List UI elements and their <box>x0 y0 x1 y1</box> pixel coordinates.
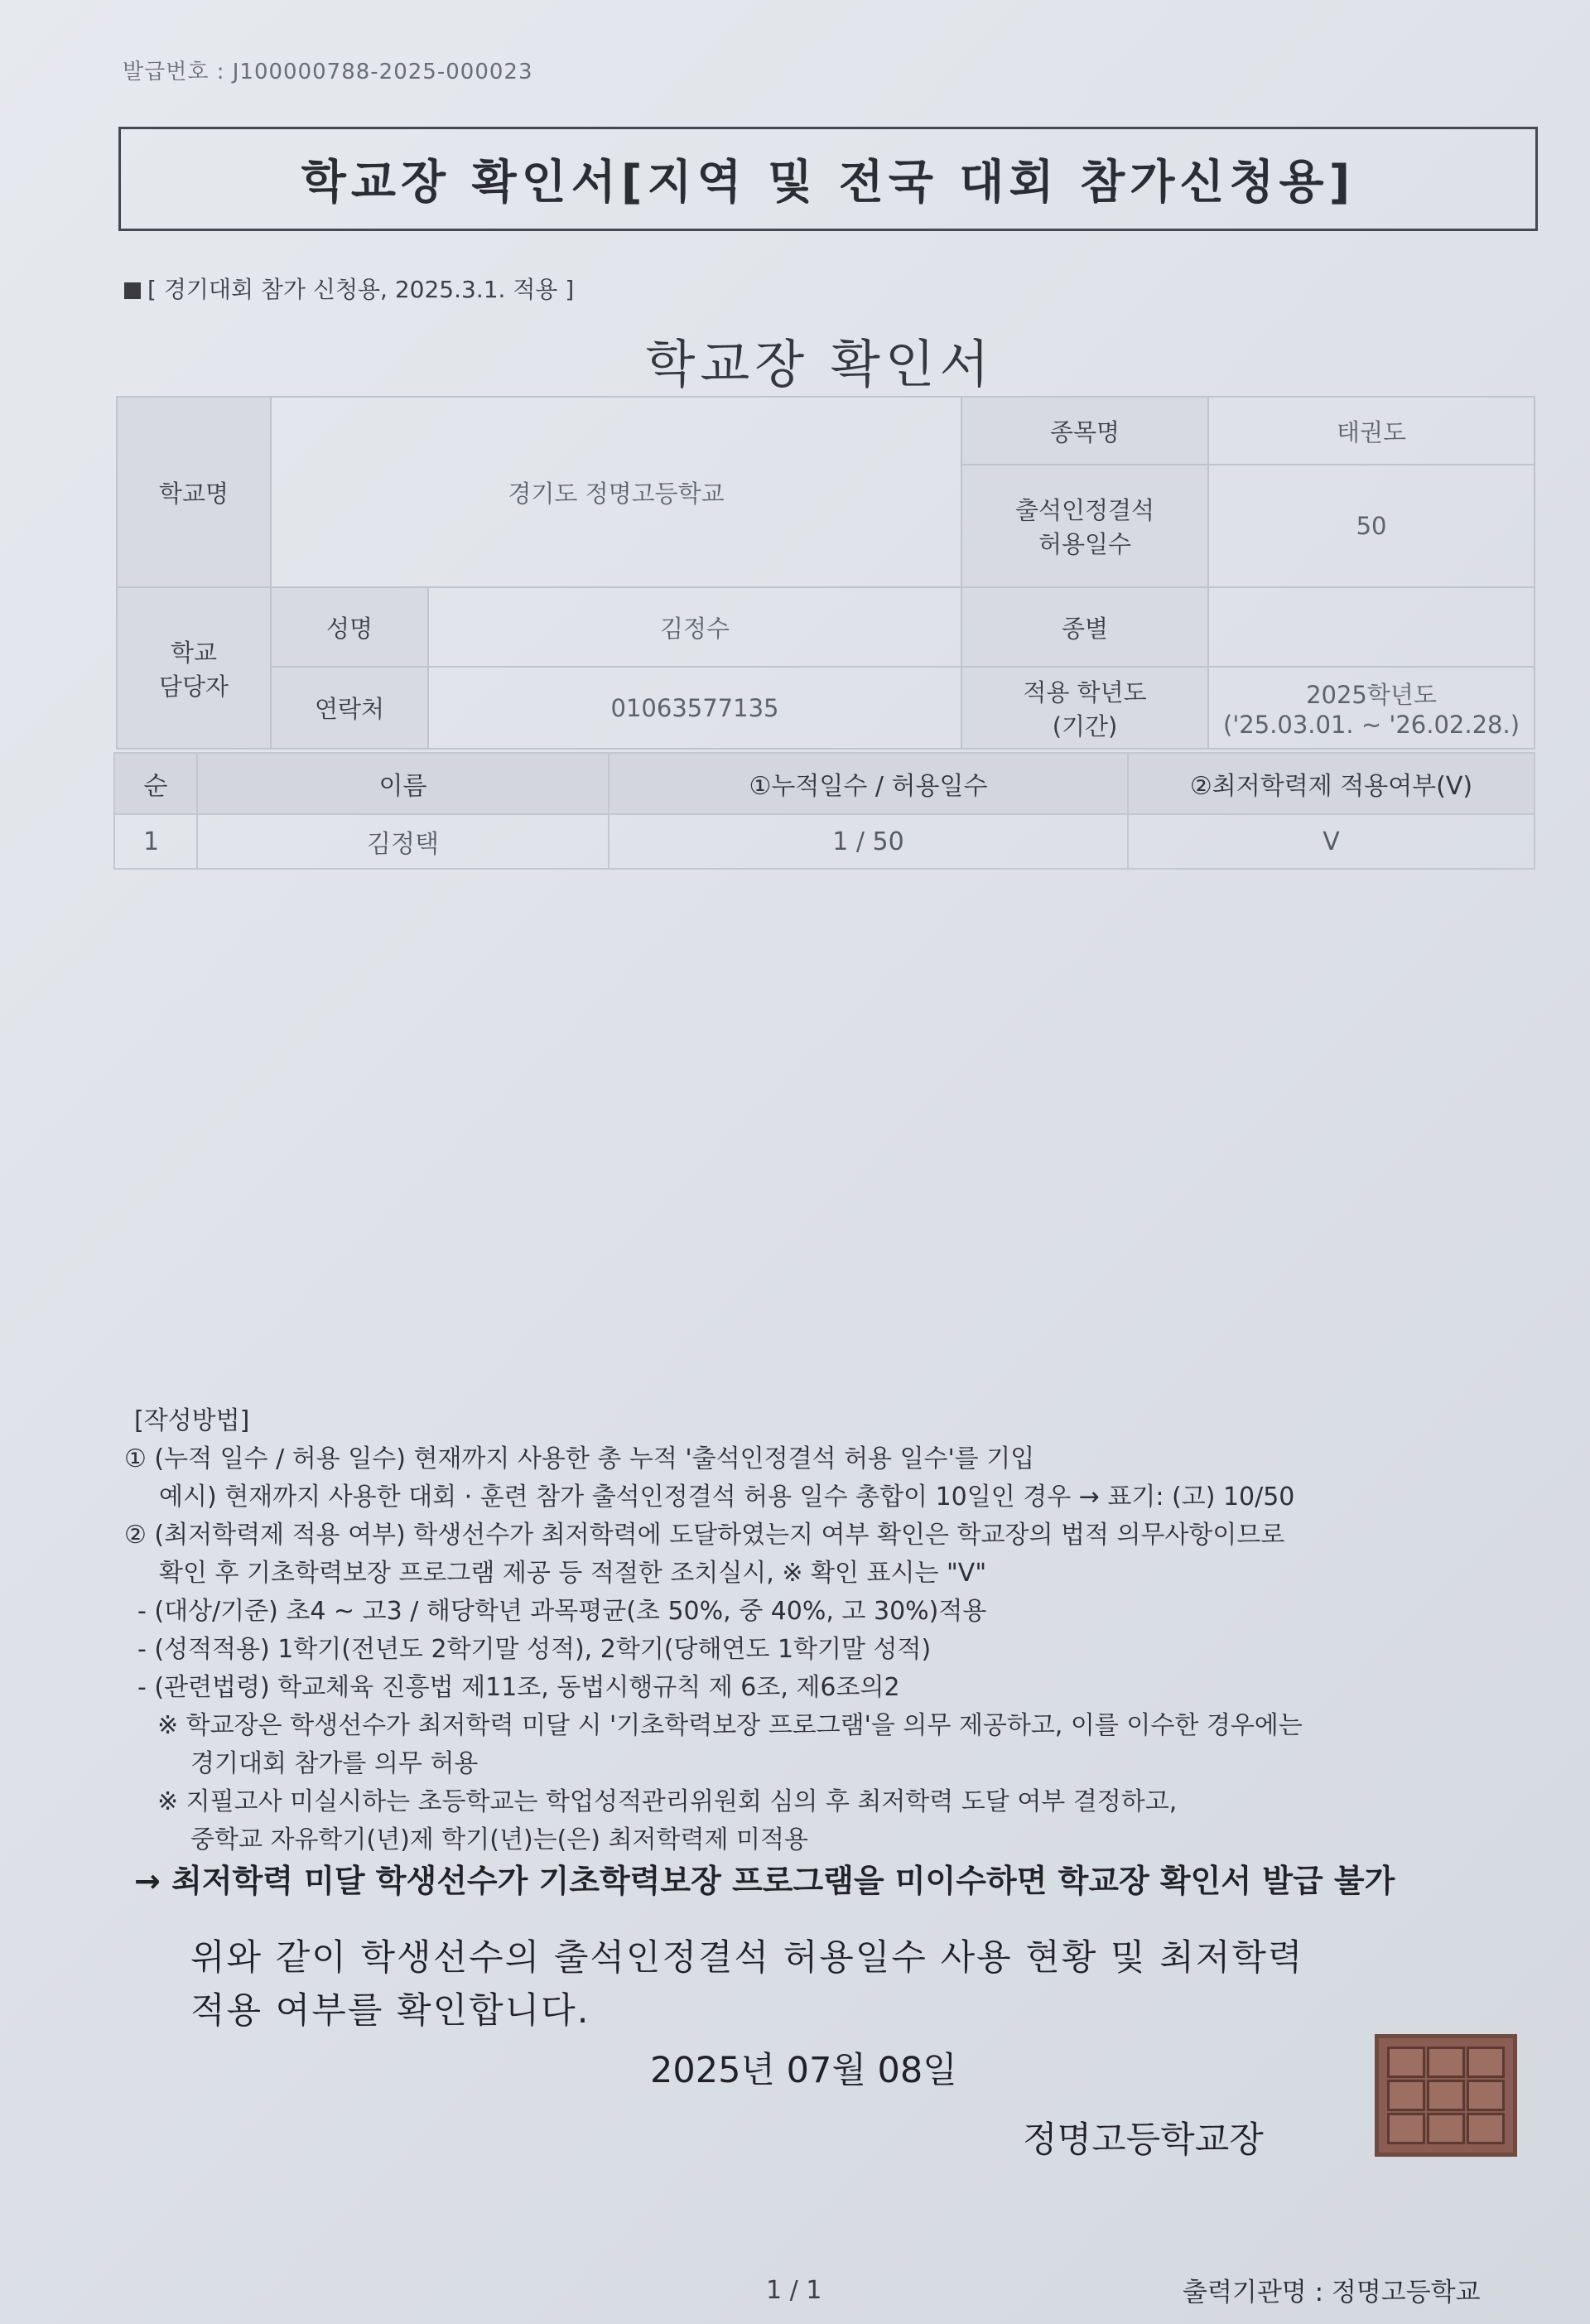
column-header-name: 이름 <box>197 753 609 814</box>
output-organization: 출력기관명 : 정명고등학교 <box>1183 2278 1481 2307</box>
school-year-label <box>961 667 1208 749</box>
school-name-label: 학교명 <box>117 397 271 587</box>
instruction-line: - (대상/기준) 초4 ~ 고3 / 해당학년 과목평균(초 50%, 중 40%, 고 30%)적용 <box>137 1597 987 1626</box>
allowed-days-label-line2: 허용일수 <box>1038 530 1132 558</box>
page-number: 1 / 1 <box>766 2276 822 2305</box>
instruction-line: ※ 지필고사 미실시하는 초등학교는 학업성적관리위원회 심의 후 최저학력 도달 여부 결정하고, <box>157 1787 1178 1816</box>
manager-label <box>117 587 271 749</box>
official-seal-icon <box>1375 2034 1517 2157</box>
column-header-applied: ②최저학력제 적용여부(V) <box>1128 753 1535 814</box>
manager-label-line1: 학교 <box>170 638 218 667</box>
issue-date: 2025년 07월 08일 <box>650 2050 957 2091</box>
event-class-value <box>1208 587 1535 667</box>
school-year-value-line1: 2025학년도 <box>1306 681 1437 709</box>
principal-name: 정명고등학교장 <box>1023 2119 1264 2161</box>
confirmation-text-line2: 적용 여부를 확인합니다. <box>190 1990 590 2032</box>
row-name: 김정택 <box>197 814 609 869</box>
school-year-value <box>1208 667 1535 749</box>
school-year-period: ('25.03.01. ~ '26.02.28.) <box>1223 711 1520 739</box>
school-info-table <box>116 396 1535 750</box>
event-class-label: 종별 <box>961 587 1208 667</box>
main-title: 학교장 확인서[지역 및 전국 대회 참가신청용] <box>118 127 1538 231</box>
square-bullet-icon <box>124 282 141 299</box>
sport-label: 종목명 <box>961 397 1208 465</box>
column-header-days: ①누적일수 / 허용일수 <box>609 753 1128 814</box>
instruction-line: 경기대회 참가를 의무 허용 <box>190 1749 479 1778</box>
manager-name-label: 성명 <box>271 587 428 667</box>
instruction-line: - (관련법령) 학교체육 진흥법 제11조, 동법시행규칙 제 6조, 제6조의2 <box>137 1673 900 1702</box>
document-title: 학교장 확인서 <box>645 334 995 394</box>
instruction-line: 예시) 현재까지 사용한 대회 · 훈련 참가 출석인정결석 허용 일수 총합이 10일인 경우 → 표기: (고) 10/50 <box>159 1483 1295 1512</box>
manager-label-line2: 담당자 <box>158 672 229 701</box>
instruction-line: ① (누적 일수 / 허용 일수) 현재까지 사용한 총 누적 '출석인정결석 허용 일수'를 기입 <box>124 1444 1035 1473</box>
instruction-line: ② (최저학력제 적용 여부) 학생선수가 최저학력에 도달하였는지 여부 확인은 학교장의 법적 의무사항이므로 <box>124 1521 1285 1550</box>
row-no: 1 <box>114 814 197 869</box>
application-note <box>124 272 574 305</box>
confirmation-text-line1: 위와 같이 학생선수의 출석인정결석 허용일수 사용 현황 및 최저학력 <box>190 1937 1304 1979</box>
table-row <box>114 814 1535 869</box>
instruction-line: 중학교 자유학기(년)제 학기(년)는(은) 최저학력제 미적용 <box>190 1825 808 1854</box>
instructions-heading: [작성방법] <box>134 1406 250 1435</box>
issue-number: 발급번호 : J100000788-2025-000023 <box>123 60 533 84</box>
school-name-value: 경기도 정명고등학교 <box>271 397 961 587</box>
allowed-days-label-line1: 출석인정결석 <box>1014 496 1155 524</box>
column-header-no: 순 <box>114 753 197 814</box>
student-list-table <box>113 752 1535 870</box>
row-applied: V <box>1128 814 1535 869</box>
instruction-warning: → 최저학력 미달 학생선수가 기초학력보장 프로그램을 미이수하면 학교장 확인서 발급 불가 <box>134 1863 1395 1899</box>
student-list-header <box>114 753 1535 814</box>
contact-label: 연락처 <box>271 667 428 749</box>
seal-pattern <box>1387 2047 1505 2144</box>
row-days: 1 / 50 <box>609 814 1128 869</box>
allowed-days-value: 50 <box>1208 465 1535 587</box>
instruction-line: 확인 후 기초학력보장 프로그램 제공 등 적절한 조치실시, ※ 확인 표시는 "V" <box>159 1559 987 1588</box>
school-year-label-line1: 적용 학년도 <box>1023 677 1147 706</box>
allowed-days-label <box>961 465 1208 587</box>
manager-name-value: 김정수 <box>428 587 961 667</box>
school-year-label-line2: (기간) <box>1052 711 1118 740</box>
sport-value: 태권도 <box>1208 397 1535 465</box>
instruction-line: ※ 학교장은 학생선수가 최저학력 미달 시 '기초학력보장 프로그램'을 의무 제공하고, 이를 이수한 경우에는 <box>157 1711 1303 1740</box>
contact-value: 01063577135 <box>428 667 961 749</box>
application-note-text: [ 경기대회 참가 신청용, 2025.3.1. 적용 ] <box>147 276 575 303</box>
instruction-line: - (성적적용) 1학기(전년도 2학기말 성적), 2학기(당해연도 1학기말 성적) <box>137 1635 932 1664</box>
